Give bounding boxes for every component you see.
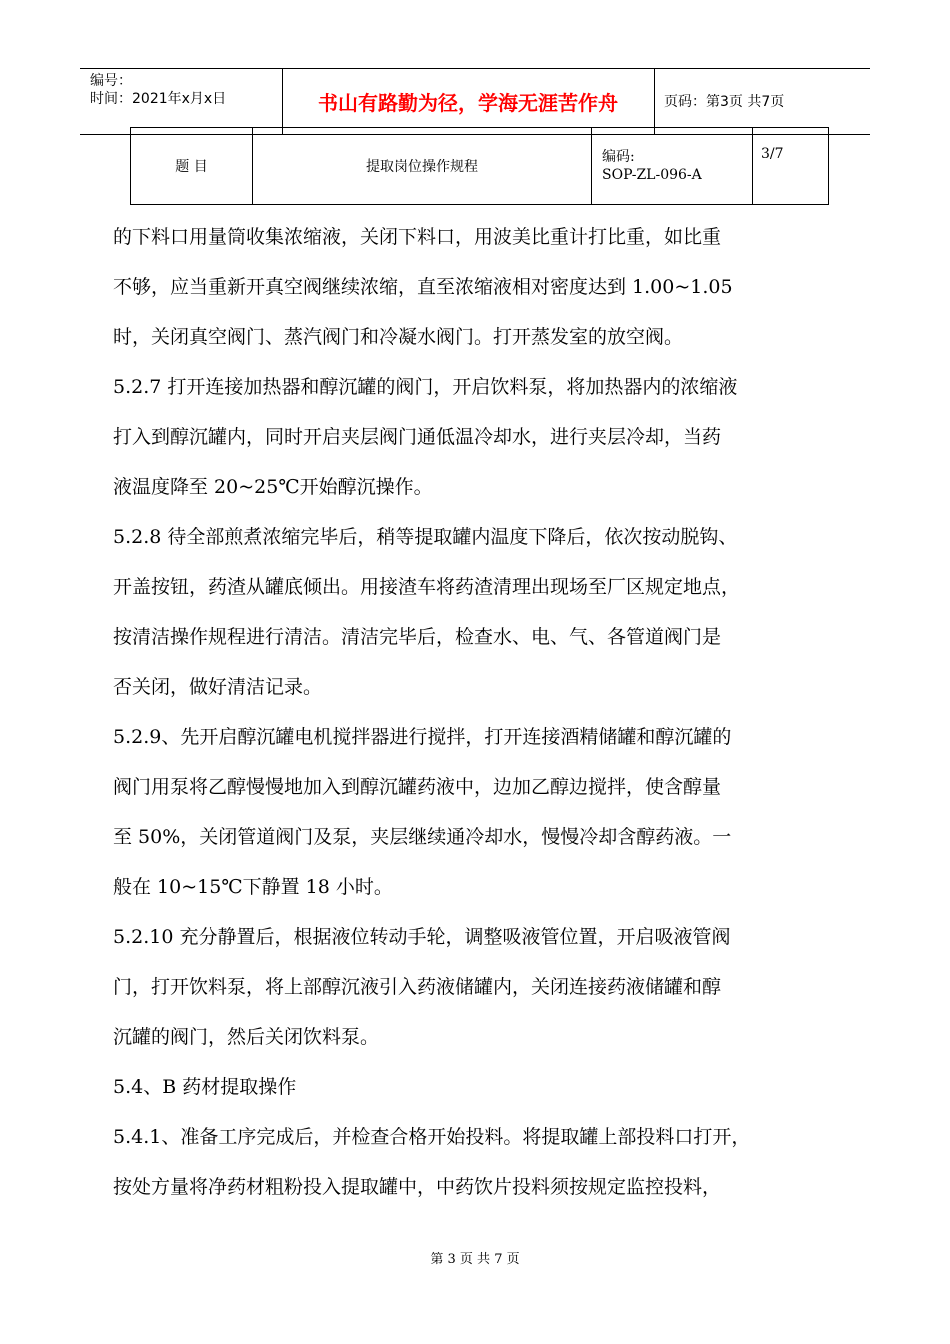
body-line: 阀门用泵将乙醇慢慢地加入到醇沉罐药液中，边加乙醇边搅拌，使含醇量 <box>113 776 722 798</box>
body-line: 般在 10~15℃下静置 18 小时。 <box>113 876 393 898</box>
body-line: 5.2.7 打开连接加热器和醇沉罐的阀门，开启饮料泵，将加热器内的浓缩液 <box>113 376 738 398</box>
header-divider-right <box>654 68 655 134</box>
body-line: 门，打开饮料泵，将上部醇沉液引入药液储罐内，关闭连接药液储罐和醇 <box>113 976 722 998</box>
doc-number-label: 编号： <box>90 73 132 89</box>
body-line: 按清洁操作规程进行清洁。清洁完毕后，检查水、电、气、各管道阀门是 <box>113 626 722 648</box>
document-body <box>113 212 858 1212</box>
body-line: 否关闭，做好清洁记录。 <box>113 676 323 698</box>
page-header <box>80 68 870 134</box>
body-line: 至 50%，关闭管道阀门及泵，夹层继续通冷却水，慢慢冷却含醇药液。一 <box>113 826 732 848</box>
title-value: 提取岗位操作规程 <box>253 128 592 205</box>
code-label: 编码: <box>602 149 635 165</box>
header-motto: 书山有路勤为径，学海无涯苦作舟 <box>318 90 618 115</box>
body-line: 按处方量将净药材粗粉投入提取罐中，中药饮片投料须按规定监控投料， <box>113 1176 722 1198</box>
body-line: 5.4.1、准备工序完成后，并检查合格开始投料。将提取罐上部投料口打开， <box>113 1126 751 1148</box>
header-page-info: 页码：第3页 共7页 <box>664 94 785 110</box>
body-line: 沉罐的阀门，然后关闭饮料泵。 <box>113 1026 380 1048</box>
code-value: SOP-ZL-096-A <box>602 167 702 183</box>
body-line: 的下料口用量筒收集浓缩液，关闭下料口，用波美比重计打比重，如比重 <box>113 226 722 248</box>
code-cell <box>592 128 753 205</box>
body-line: 液温度降至 20~25℃开始醇沉操作。 <box>113 476 433 498</box>
body-line: 5.2.8 待全部煎煮浓缩完毕后，稍等提取罐内温度下降后，依次按动脱钩、 <box>113 526 738 548</box>
body-line: 时，关闭真空阀门、蒸汽阀门和冷凝水阀门。打开蒸发室的放空阀。 <box>113 326 684 348</box>
body-line: 打入到醇沉罐内，同时开启夹层阀门通低温冷却水，进行夹层冷却，当药 <box>113 426 722 448</box>
header-meta <box>90 72 226 108</box>
body-line: 5.2.10 充分静置后，根据液位转动手轮，调整吸液管位置，开启吸液管阀 <box>113 926 731 948</box>
body-line: 5.2.9、先开启醇沉罐电机搅拌器进行搅拌，打开连接酒精储罐和醇沉罐的 <box>113 726 732 748</box>
page-footer: 第 3 页 共 7 页 <box>430 1252 520 1267</box>
body-line: 5.4、B 药材提取操作 <box>113 1076 297 1098</box>
document-info-table <box>130 127 829 205</box>
body-line: 开盖按钮，药渣从罐底倾出。用接渣车将药渣清理出现场至厂区规定地点， <box>113 576 741 598</box>
doc-date: 时间：2021年x月x日 <box>90 91 227 107</box>
body-line: 不够，应当重新开真空阀继续浓缩，直至浓缩液相对密度达到 1.00~1.05 <box>113 276 733 298</box>
page-fraction: 3/7 <box>753 128 829 205</box>
info-row <box>131 128 829 205</box>
title-label: 题 目 <box>131 128 253 205</box>
